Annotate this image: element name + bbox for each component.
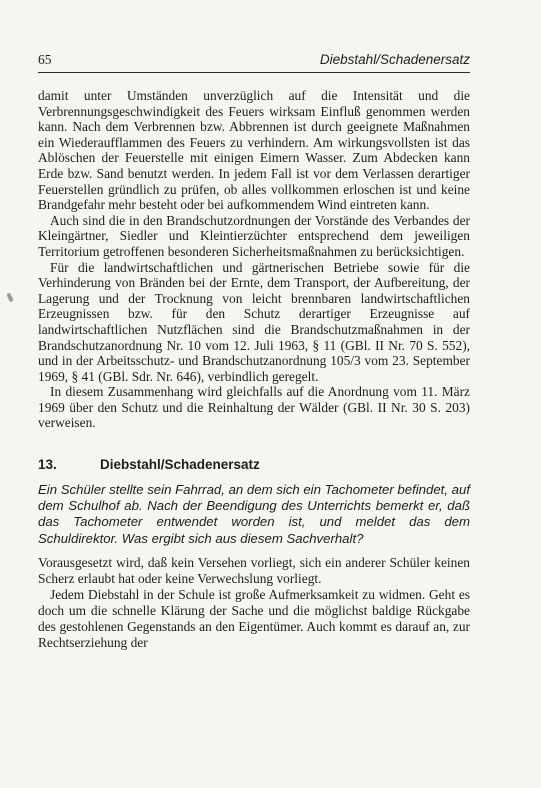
answer-paragraph-1: Vorausgesetzt wird, daß kein Versehen vorliegt, sich ein anderer Schüler keinen Scherz erlaubt hat oder keine Verwechslung vorliegt. xyxy=(38,554,470,586)
section-title: Diebstahl/Schadenersatz xyxy=(100,457,260,473)
section-heading xyxy=(38,457,470,472)
margin-mark xyxy=(6,293,13,303)
running-title: Diebstahl/Schadenersatz xyxy=(319,52,470,67)
book-page xyxy=(38,52,470,651)
page-header xyxy=(38,52,470,73)
paragraph-brandschutzordnungen: Auch sind die in den Brandschutzordnungen der Vorstände des Verbandes der Kleingärtner, Siedler und Kleintierzüchter entsprechend dem jeweiligen Territorium getroffenen besonderen Sicherheitsmaßnahmen zu berücksichtigen. xyxy=(38,212,470,259)
section-body xyxy=(38,555,470,651)
page-body xyxy=(38,88,470,651)
answer-paragraph-2: Jedem Diebstahl in der Schule ist große Aufmerksamkeit zu widmen. Geht es doch um die schnelle Klärung der Sache und die möglichst baldige Rückgabe des gestohlenen Gegenstands an den Eigentümer. Auch kommt es darauf an, zur Rechtserziehung der xyxy=(38,586,470,650)
paragraph-landwirtschaft: Für die landwirtschaftlichen und gärtnerischen Betriebe sowie für die Verhinderung von Bränden bei der Ernte, dem Transport, der Aufbereitung, der Lagerung und der Trocknung von leicht brennbaren landwirtschaftlichen Erzeugnissen bzw. für den Schutz derartiger Erzeugnisse auf landwirtschaftlichen Nutzflächen sind die Brandschutzmaßnahmen in der Brandschutzanordnung Nr. 10 vom 12. Juli 1963, § 11 (GBl. II Nr. 70 S. 552), und in der Arbeitsschutz- und Brandschutzanordnung 105/3 vom 23. September 1969, § 41 (GBl. Sdr. Nr. 646), verbindlich geregelt. xyxy=(38,259,470,384)
paragraph-continuation: damit unter Umständen unverzüglich auf die Intensität und die Verbrennungsgeschwindigkeit des Feuers wirksam Einfluß genommen werden kann. Nach dem Verbrennen bzw. Abbrennen ist durch geeignete Maßnahmen ein Wiederaufflammen des Feuers zu verhindern. Am wirkungsvollsten ist das Ablöschen der Feuerstelle mit einigen Eimern Wasser. Zum Abdecken kann Erde bzw. Sand benutzt werden. In jedem Fall ist vor dem Verlassen derartiger Feuerstellen gründlich zu prüfen, ob alles vollkommen erloschen ist und keine Brandgefahr mehr besteht oder bei aufkommendem Wind eintreten kann. xyxy=(38,88,470,213)
case-question: Ein Schüler stellte sein Fahrrad, an dem sich ein Tachometer befindet, auf dem Schulhof ab. Nach der Beendigung des Unterrichts bemerkt er, daß das Tachometer entwendet worden ist, und meldet das dem Schuldirektor. Was ergibt sich aus diesem Sachverhalt? xyxy=(38,482,471,546)
page-number: 65 xyxy=(38,52,52,67)
paragraph-anordnung-waelder: In diesem Zusammenhang wird gleichfalls auf die Anordnung vom 11. März 1969 über den Schutz und die Reinhaltung der Wälder (GBl. II Nr. 30 S. 203) verweisen. xyxy=(38,384,470,431)
section-number: 13. xyxy=(38,457,57,473)
